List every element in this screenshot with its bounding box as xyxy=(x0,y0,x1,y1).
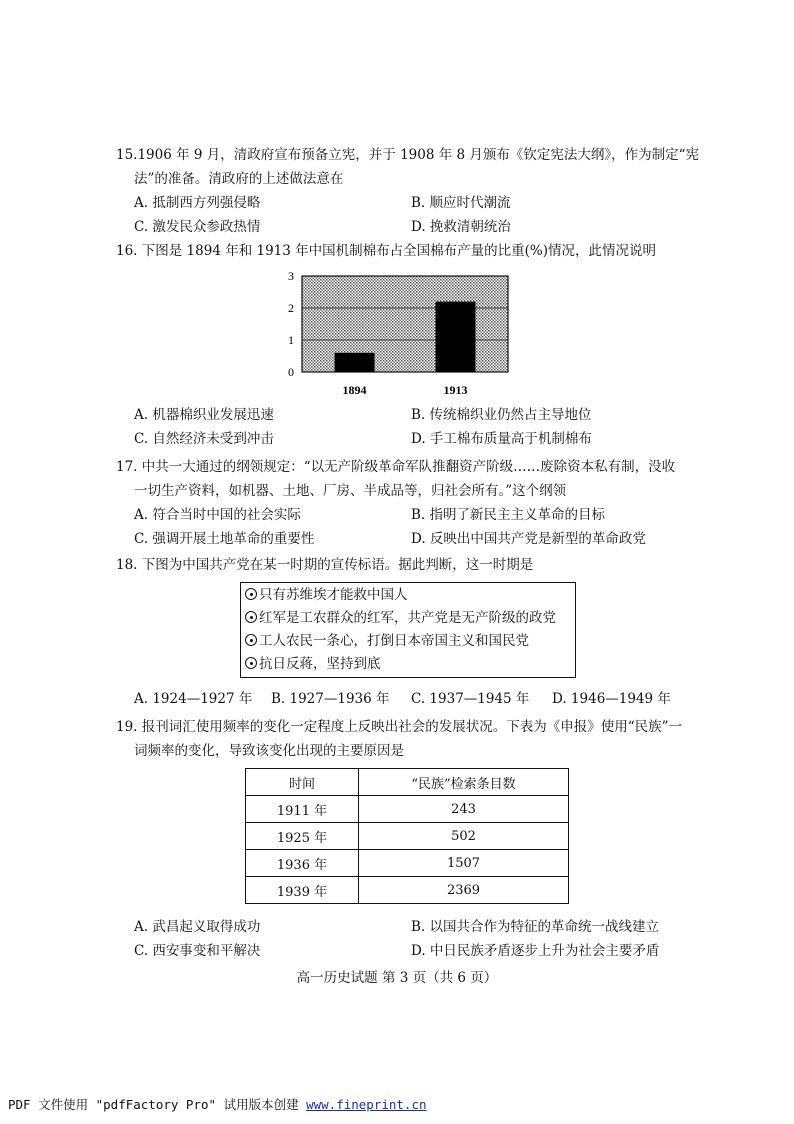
circle-dot-icon xyxy=(245,634,257,646)
table-cell-year: 1925 年 xyxy=(246,823,359,850)
q18-option-b: B. 1927—1936 年 xyxy=(271,691,390,707)
table-cell-count: 1507 xyxy=(359,850,569,877)
q17-option-d: D. 反映出中国共产党是新型的革命政党 xyxy=(411,531,646,547)
q19-option-c: C. 西安事变和平解决 xyxy=(134,943,261,959)
q18-stem-line1: 18. 下图为中国共产党在某一时期的宣传标语。据此判断，这一时期是 xyxy=(116,557,534,573)
q15-option-b: B. 顺应时代潮流 xyxy=(411,195,511,211)
q18-option-a: A. 1924—1927 年 xyxy=(134,691,253,707)
table-header: “民族”检索条目数 xyxy=(359,769,569,796)
q18-option-c: C. 1937—1945 年 xyxy=(411,691,530,707)
x-tick-label: 1913 xyxy=(443,383,468,397)
pdf-creator-note xyxy=(8,1095,427,1113)
q16-option-c: C. 自然经济未受到冲击 xyxy=(134,431,274,447)
q17-stem-line2: 一切生产资料，如机器、土地、厂房、半成品等，归社会所有。”这个纲领 xyxy=(134,483,567,499)
q15-option-a: A. 抵制西方列强侵略 xyxy=(134,195,261,211)
table-row xyxy=(246,796,569,823)
bar-1894 xyxy=(335,353,375,372)
y-tick-label: 2 xyxy=(288,301,294,315)
q19-option-b: B. 以国共合作为特征的革命统一战线建立 xyxy=(411,919,660,935)
table-header: 时间 xyxy=(246,769,359,796)
minzu-frequency-table xyxy=(245,768,569,904)
q16-option-d: D. 手工棉布质量高于机制棉布 xyxy=(411,431,592,447)
q15-option-d: D. 挽救清朝统治 xyxy=(411,219,511,235)
table-cell-count: 502 xyxy=(359,823,569,850)
q16-option-b: B. 传统棉织业仍然占主导地位 xyxy=(411,407,592,423)
table-cell-count: 243 xyxy=(359,796,569,823)
y-tick-label: 0 xyxy=(288,365,294,379)
slogan-item: 抗日反蒋，坚持到底 xyxy=(245,655,381,673)
q17-option-b: B. 指明了新民主主义革命的目标 xyxy=(411,507,606,523)
q19-option-d: D. 中日民族矛盾逐步上升为社会主要矛盾 xyxy=(411,943,660,959)
slogan-item: 工人农民一条心，打倒日本帝国主义和国民党 xyxy=(245,632,529,650)
table-cell-year: 1936 年 xyxy=(246,850,359,877)
table-row xyxy=(246,823,569,850)
q15-stem-line2: 法”的准备。清政府的上述做法意在 xyxy=(134,171,344,187)
bar-1913 xyxy=(435,302,475,372)
circle-dot-icon xyxy=(245,611,257,623)
y-tick-label: 1 xyxy=(288,333,294,347)
circle-dot-icon xyxy=(245,588,257,600)
cotton-cloth-bar-chart xyxy=(278,270,528,402)
q19-stem-line2: 词频率的变化，导致该变化出现的主要原因是 xyxy=(134,743,404,759)
pdf-note-text: PDF 文件使用 "pdfFactory Pro" 试用版本创建 xyxy=(8,1097,307,1112)
x-tick-label: 1894 xyxy=(342,383,367,397)
page-footer: 高一历史试题 第 3 页（共 6 页） xyxy=(296,970,498,986)
table-cell-count: 2369 xyxy=(359,877,569,904)
q17-stem-line1: 17. 中共一大通过的纲领规定：“以无产阶级革命军队推翻资产阶级……废除资本私有制，没收 xyxy=(116,459,676,475)
q16-stem-line1: 16. 下图是 1894 年和 1913 年中国机制棉布占全国棉布产量的比重(%)情况，此情况说明 xyxy=(116,243,656,259)
q17-option-c: C. 强调开展土地革命的重要性 xyxy=(134,531,315,547)
plot-background xyxy=(302,276,508,372)
q19-stem-line1: 19. 报刊词汇使用频率的变化一定程度上反映出社会的发展状况。下表为《申报》使用“民族”一 xyxy=(116,719,683,735)
table-cell-year: 1939 年 xyxy=(246,877,359,904)
y-tick-label: 3 xyxy=(288,270,294,283)
fineprint-link[interactable]: www.fineprint.cn xyxy=(306,1097,427,1112)
q16-option-a: A. 机器棉织业发展迅速 xyxy=(134,407,274,423)
q18-option-d: D. 1946—1949 年 xyxy=(552,691,671,707)
table-row xyxy=(246,877,569,904)
table-row xyxy=(246,850,569,877)
slogan-item: 红军是工农群众的红军，共产党是无产阶级的政党 xyxy=(245,609,556,627)
q15-option-c: C. 激发民众参政热情 xyxy=(134,219,261,235)
y-tick-labels xyxy=(288,270,294,379)
slogan-box xyxy=(240,582,576,678)
circle-dot-icon xyxy=(245,657,257,669)
table-cell-year: 1911 年 xyxy=(246,796,359,823)
q15-stem-line1: 15.1906 年 9 月，清政府宣布预备立宪，并于 1908 年 8 月颁布《钦定宪法大纲》，作为制定“宪 xyxy=(116,147,700,163)
x-tick-labels xyxy=(343,383,468,397)
table-header-row xyxy=(246,769,569,796)
q17-option-a: A. 符合当时中国的社会实际 xyxy=(134,507,301,523)
q19-option-a: A. 武昌起义取得成功 xyxy=(134,919,261,935)
slogan-item: 只有苏维埃才能救中国人 xyxy=(245,586,408,604)
